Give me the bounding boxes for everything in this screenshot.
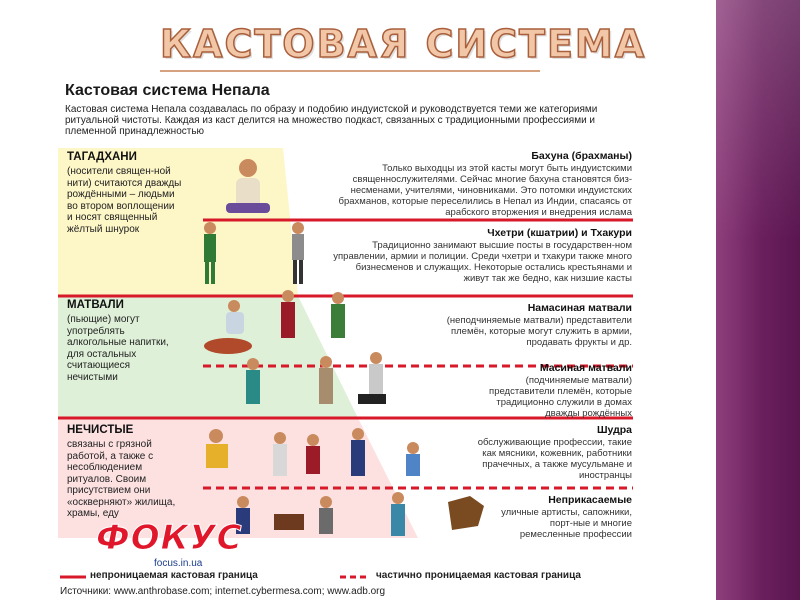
tier-desc-tagadhani: (носители священ-ной нити) считаются дважды рождёнными – людьми во втором воплощении и носят священный жёлтый шнурок bbox=[67, 166, 182, 235]
slide-title: КАСТОВАЯ СИСТЕМА bbox=[160, 22, 647, 66]
infographic-title: Кастовая система Непала bbox=[65, 82, 270, 99]
title-underline bbox=[160, 70, 540, 72]
caste-name-untouchables: Неприкасаемые bbox=[548, 494, 632, 506]
legend-solid-label: непроницаемая кастовая граница bbox=[90, 570, 258, 581]
caste-name-bahun: Бахуна (брахманы) bbox=[531, 150, 632, 162]
legend-dashed-swatch bbox=[340, 575, 370, 579]
tier-name-matvali: МАТВАЛИ bbox=[67, 299, 124, 311]
caste-desc-bahun: Только выходцы из этой касты могут быть индуистскими священнослужителями. Сейчас многие бахуна становятся биз-несменами, учителями, чиновниками. Это потомки индуистских брахманов, которые переселились в Непал из Индии, спасаясь от арабского вторжения и внедрения ислама bbox=[338, 163, 632, 218]
caste-name-chhetri: Чхетри (кшатрии) и Тхакури bbox=[487, 227, 632, 239]
legend bbox=[58, 570, 640, 584]
legend-solid-swatch bbox=[60, 575, 86, 579]
infographic bbox=[58, 78, 640, 598]
tier-name-impure: НЕЧИСТЫЕ bbox=[67, 424, 134, 436]
brand-site: focus.in.ua bbox=[154, 558, 203, 569]
tier-desc-matvali: (пьющие) могут употреблять алкогольные напитки, для остальных считающиеся нечистыми bbox=[67, 314, 169, 383]
caste-name-masinya: Масиная матвали bbox=[539, 362, 632, 374]
caste-name-shudra: Шудра bbox=[596, 424, 632, 436]
caste-desc-shudra: обслуживающие профессии, такие как мясники, кожевник, работники прачечных, а также мусульмане и иностранцы bbox=[477, 437, 632, 481]
legend-dashed-label: частично проницаемая кастовая граница bbox=[376, 570, 581, 581]
brand-logo: ФОКУС bbox=[96, 518, 243, 558]
caste-desc-chhetri: Традиционно занимают высшие посты в государствен-ном управлении, армии и полиции. Среди чхетри и тхакури также много бизнесменов и служащих. Некоторые остались крестьянами и живут так же бедно, как низшие касты bbox=[333, 240, 632, 284]
side-band-gloss bbox=[716, 0, 800, 600]
caste-name-namasinya: Намасиная матвали bbox=[527, 302, 632, 314]
infographic-intro: Кастовая система Непала создавалась по образу и подобию индуистской и руководствуется теми же категориями ритуальной чистоты. Каждая из каст делится на множество подкаст, связанных с традиционными профессиями и племенной принадлежностью bbox=[65, 104, 598, 137]
sources: Источники: www.anthrobase.com; internet.cybermesa.com; www.adb.org bbox=[60, 586, 386, 597]
caste-desc-untouchables: уличные артисты, сапожники, порт-ные и многие ремесленные профессии bbox=[501, 507, 632, 540]
tier-desc-impure: связаны с грязной работой, а также с несоблюдением ритуалов. Своим присутствием они «оскверняют» жилища, храмы, еду bbox=[67, 439, 176, 519]
caste-desc-masinya: (подчиняемые матвали) представители племён, которые традиционно служили в домах дважды рождённых bbox=[489, 375, 632, 419]
caste-desc-namasinya: (неподчиняемые матвали) представители племён, которые могут служить в армии, продавать фрукты и др. bbox=[446, 315, 632, 348]
tier-name-tagadhani: ТАГАДХАНИ bbox=[67, 151, 137, 163]
